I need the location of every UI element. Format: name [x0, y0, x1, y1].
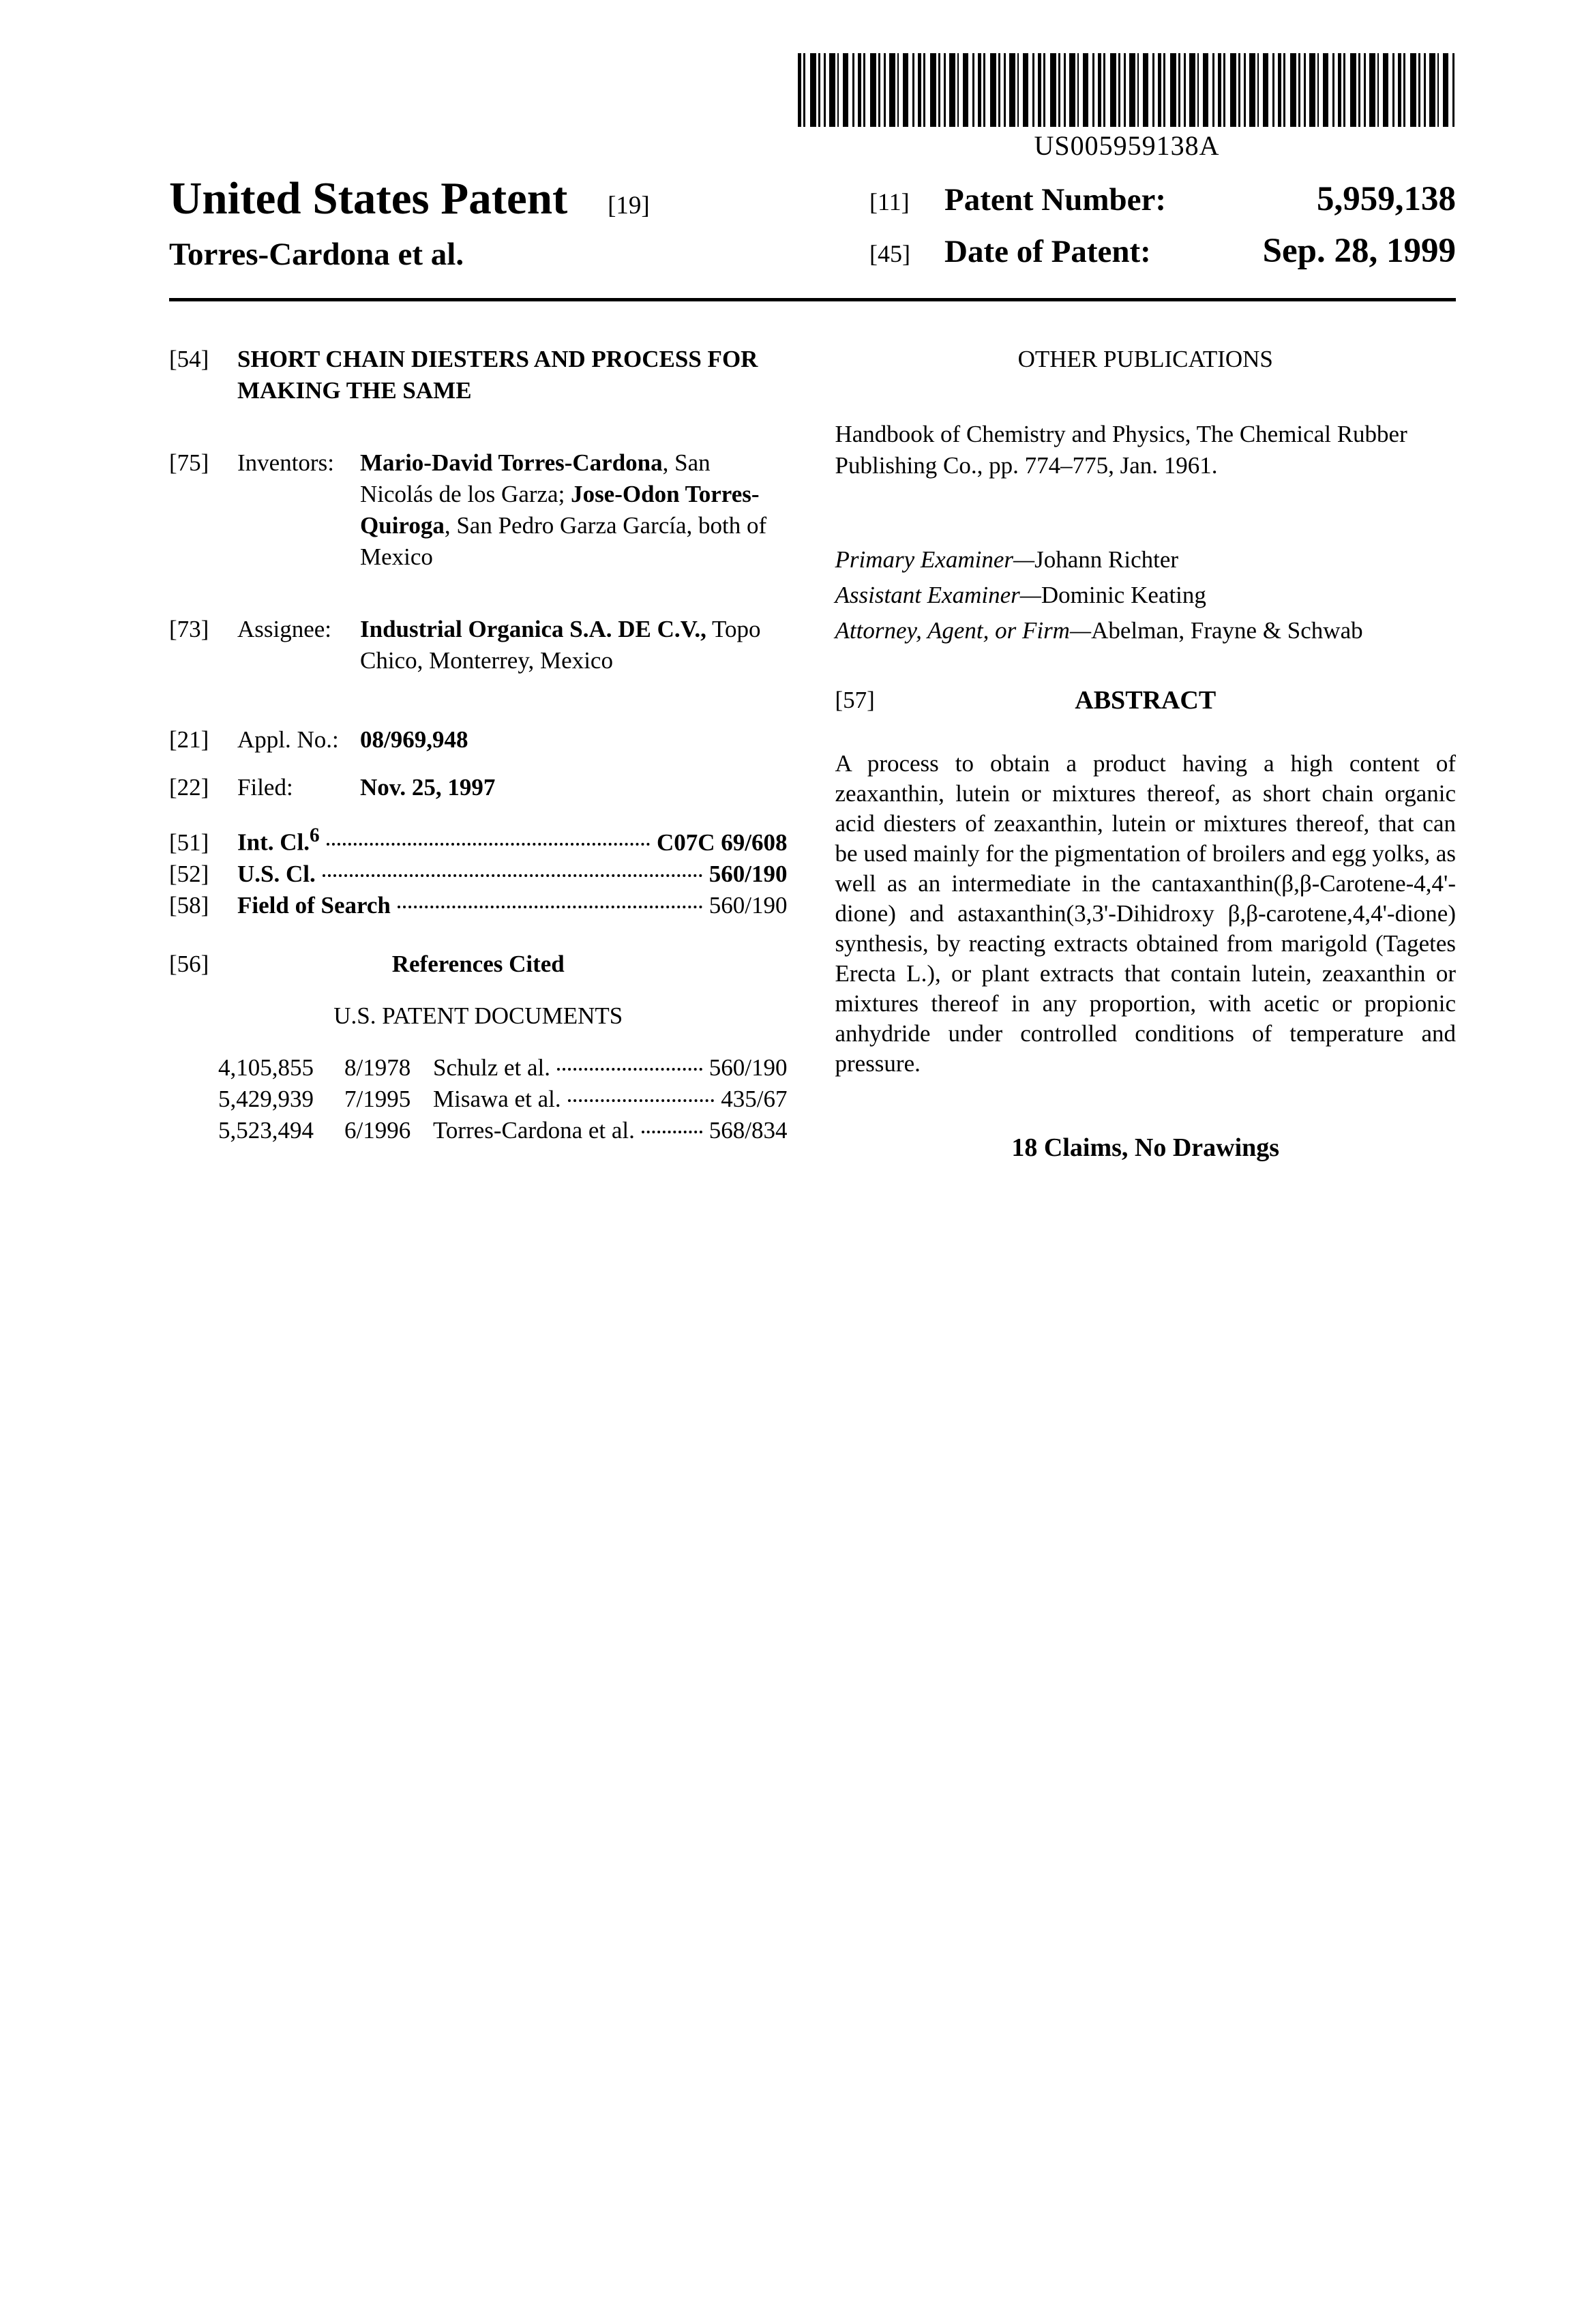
- ref-name: Misawa et al.: [433, 1085, 561, 1112]
- ref-dot-leader: [642, 1131, 702, 1133]
- kind-code-tag: [19]: [608, 192, 650, 220]
- appl-no-row: [169, 724, 788, 756]
- us-cl-tag: [52]: [169, 860, 209, 887]
- other-publications-heading-row: [835, 344, 1457, 375]
- date-tag: [45]: [869, 240, 910, 267]
- invention-title-row: [169, 344, 788, 406]
- header-left: [169, 173, 650, 283]
- appl-no-value: 08/969,948: [360, 726, 468, 753]
- us-patent-documents-heading-row: [169, 1000, 788, 1032]
- ref-patent-number: 4,105,855: [218, 1054, 314, 1081]
- examiners-block: [835, 544, 1457, 646]
- field-of-search-tag: [58]: [169, 891, 209, 919]
- ref-name: Schulz et al.: [433, 1054, 551, 1081]
- ref-class: 435/67: [721, 1085, 788, 1112]
- filed-tag: [22]: [169, 774, 209, 801]
- us-cl-value: 560/190: [708, 860, 788, 887]
- abstract-tag: [57]: [835, 687, 875, 713]
- inventor-1-rest: , San Nicolás de los Garza;: [360, 449, 711, 507]
- inventor-2-name: Jose-Odon Torres-Quiroga: [360, 481, 760, 539]
- date-of-patent-line: [869, 231, 1456, 271]
- int-cl-value: C07C 69/608: [656, 829, 788, 856]
- ref-date: 7/1995: [344, 1085, 411, 1112]
- page-title: [169, 173, 650, 225]
- ref-date: 6/1996: [344, 1116, 411, 1144]
- us-cl-row: [169, 859, 788, 890]
- ref-dot-leader: [557, 1068, 702, 1071]
- patent-number-value: 5,959,138: [1317, 180, 1456, 218]
- int-cl-dot-leader: [327, 843, 650, 846]
- patent-number-line: [869, 179, 1456, 219]
- table-row: [169, 1084, 788, 1115]
- appl-no-tag: [21]: [169, 726, 209, 753]
- table-row: [169, 1115, 788, 1146]
- inventor-2-rest: , San Pedro Garza García, both of Mexico: [360, 512, 767, 570]
- attorney-value: Abelman, Frayne & Schwab: [1091, 617, 1363, 644]
- attorney-line: [835, 615, 1457, 646]
- references-cited-tag: [56]: [169, 950, 209, 977]
- first-named-inventor: Torres-Cardona et al.: [169, 237, 464, 272]
- ref-dot-leader: [568, 1099, 715, 1102]
- body-columns: [169, 344, 1456, 1163]
- attorney-label: Attorney, Agent, or Firm—: [835, 617, 1092, 644]
- inventors-tag: [75]: [169, 449, 209, 476]
- int-cl-superscript: 6: [310, 824, 320, 846]
- primary-examiner-label: Primary Examiner—: [835, 546, 1035, 573]
- barcode-number: US005959138A: [1034, 130, 1220, 161]
- ref-class: 568/834: [708, 1116, 788, 1144]
- left-column: [169, 344, 788, 1163]
- patent-number-label: Patent Number:: [944, 182, 1167, 218]
- invention-title: SHORT CHAIN DIESTERS AND PROCESS FOR MAKING THE SAME: [237, 346, 758, 404]
- header-divider: [169, 298, 1456, 301]
- field-of-search-value: 560/190: [708, 891, 788, 919]
- date-value: Sep. 28, 1999: [1262, 232, 1456, 270]
- abstract-heading-row: [835, 685, 1457, 716]
- ref-date: 8/1978: [344, 1054, 411, 1081]
- references-cited-heading: References Cited: [391, 950, 565, 977]
- us-patent-documents-table: [169, 1052, 788, 1146]
- ref-class: 560/190: [708, 1054, 788, 1081]
- field-of-search-dot-leader: [398, 906, 702, 908]
- assignee-rest: Topo Chico, Monterrey, Mexico: [360, 616, 761, 674]
- references-cited-heading-row: [169, 949, 788, 980]
- filed-label: Filed:: [237, 774, 293, 801]
- table-row: [169, 1052, 788, 1084]
- ref-name: Torres-Cardona et al.: [433, 1116, 635, 1144]
- primary-examiner-value: Johann Richter: [1034, 546, 1179, 573]
- inventors-label: Inventors:: [237, 449, 334, 476]
- assignee-name: Industrial Organica S.A. DE C.V.,: [360, 616, 706, 642]
- field-of-search-label: Field of Search: [237, 891, 391, 919]
- assistant-examiner-line: [835, 580, 1457, 611]
- us-cl-dot-leader: [323, 874, 702, 877]
- ref-patent-number: 5,523,494: [218, 1116, 314, 1144]
- barcode: [798, 53, 1456, 127]
- header: [169, 173, 1456, 283]
- inventor-1-name: Mario-David Torres-Cardona: [360, 449, 663, 476]
- us-cl-label: U.S. Cl.: [237, 860, 316, 887]
- abstract-heading: ABSTRACT: [1075, 686, 1217, 715]
- patent-number-tag: [11]: [869, 188, 910, 215]
- appl-no-label: Appl. No.:: [237, 726, 339, 753]
- assignee-value: [360, 614, 788, 676]
- ref-patent-number: 5,429,939: [218, 1085, 314, 1112]
- abstract-text: A process to obtain a product having a high content of zeaxanthin, lutein or mixtures thereof, as short chain organic acid diesters of zeaxanthin, lutein or mixtures thereof, that can be used mainly for the pigmentation of broilers and egg yolks, as well as an intermediate in the cantaxanthin(β,β-Carotene-4,4'-dione) and astaxanthin(3,3'-Dihidroxy β,β-carotene,4,4'-dione) synthesis, by reacting extracts obtained from marigold (Tagetes Erecta L.), or plant extracts that contain lutein, zeaxanthin or mixtures thereof in any proportion, with acetic or propionic anhydride under controlled conditions of temperature and pressure.: [835, 750, 1456, 1077]
- united-states-patent-title: United States Patent: [169, 173, 568, 224]
- field-of-search-row: [169, 890, 788, 921]
- int-cl-row: [169, 820, 788, 859]
- filed-value: Nov. 25, 1997: [360, 774, 496, 801]
- invention-title-tag: [54]: [169, 346, 209, 372]
- right-column: [835, 344, 1457, 1163]
- int-cl-label: Int. Cl.$^6$: [237, 824, 320, 856]
- assistant-examiner-label: Assistant Examiner—: [835, 582, 1041, 608]
- assistant-examiner-value: Dominic Keating: [1041, 582, 1206, 608]
- assignee-label: Assignee:: [237, 616, 332, 642]
- date-label: Date of Patent:: [944, 234, 1151, 269]
- inventors-row: [169, 447, 788, 573]
- claims-line: 18 Claims, No Drawings: [1011, 1133, 1280, 1162]
- assignee-row: [169, 614, 788, 676]
- inventors-value: [360, 447, 788, 573]
- header-right: [869, 173, 1456, 283]
- other-publications-text: Handbook of Chemistry and Physics, The Chemical Rubber Publishing Co., pp. 774–775, Jan. 1961.: [835, 421, 1407, 479]
- assignee-tag: [73]: [169, 616, 209, 642]
- other-publications-heading: OTHER PUBLICATIONS: [1017, 346, 1273, 372]
- barcode-block: [798, 53, 1456, 162]
- int-cl-tag: [51]: [169, 829, 209, 856]
- filed-row: [169, 772, 788, 803]
- us-patent-documents-heading: U.S. PATENT DOCUMENTS: [333, 1002, 623, 1029]
- primary-examiner-line: [835, 544, 1457, 576]
